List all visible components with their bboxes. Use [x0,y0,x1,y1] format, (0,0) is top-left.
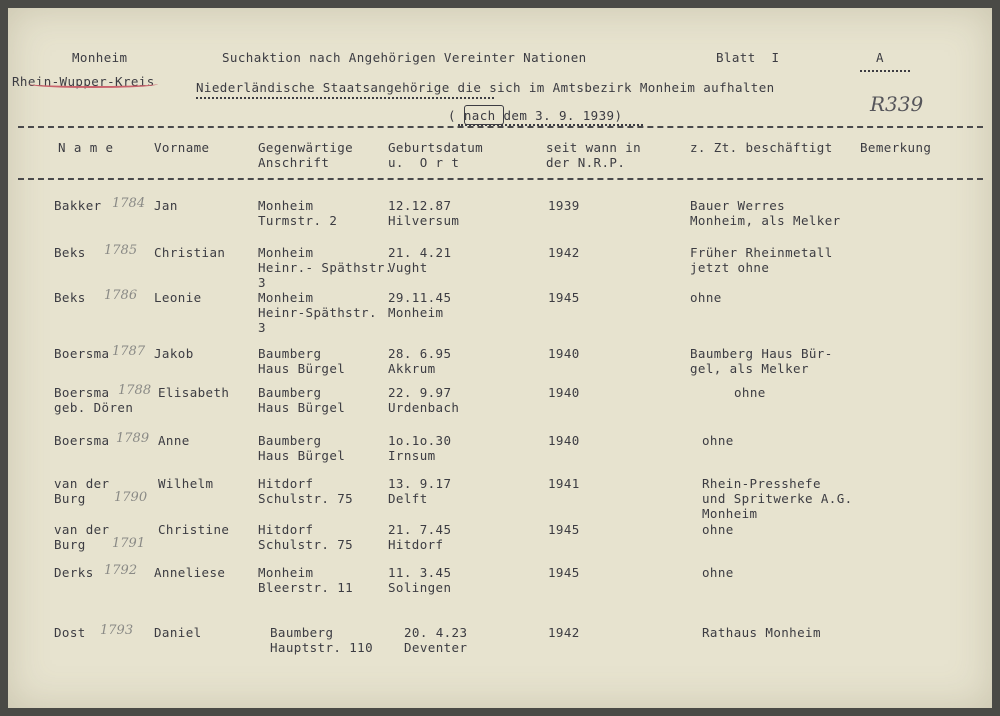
row-name: van der Burg [54,476,110,506]
row-seit: 1940 [548,385,580,400]
district-label: Rhein-Wupper-Kreis [12,74,155,89]
sheet-label: Blatt I [716,50,780,65]
row-number: 1793 [100,623,134,638]
row-vorname: Anne [158,433,190,448]
row-geburt: 12.12.87 Hilversum [388,198,460,228]
row-geburt: 21. 4.21 Vught [388,245,452,275]
row-vorname: Anneliese [154,565,226,580]
handwritten-reference: R339 [870,92,924,116]
col-vorname: Vorname [154,140,210,155]
row-geburt: 11. 3.45 Solingen [388,565,452,595]
row-name: Beks [54,245,86,260]
row-vorname: Daniel [154,625,202,640]
row-seit: 1939 [548,198,580,213]
row-anschrift: Hitdorf Schulstr. 75 [258,476,354,506]
period-label: ( nach dem 3. 9. 1939) [448,108,623,123]
row-geburt: 13. 9.17 Delft [388,476,452,506]
row-geburt: 29.11.45 Monheim [388,290,452,320]
row-seit: 1940 [548,433,580,448]
row-number: 1792 [104,563,138,578]
document-page [8,8,992,708]
row-geburt: 21. 7.45 Hitdorf [388,522,452,552]
row-beschaeftigt: ohne [702,522,734,537]
row-name: Boersma [54,433,110,448]
subtitle-underline [196,97,494,99]
row-number: 1785 [104,243,138,258]
place-label: Monheim [72,50,128,65]
row-geburt: 1o.1o.30 Irnsum [388,433,452,463]
row-beschaeftigt: ohne [702,565,734,580]
col-anschrift: Gegenwärtige Anschrift [258,140,354,170]
period-box [464,105,504,125]
row-beschaeftigt: ohne [690,290,722,305]
row-beschaeftigt: Rathaus Monheim [702,625,821,640]
row-seit: 1942 [548,245,580,260]
row-name: Beks [54,290,86,305]
row-anschrift: Monheim Heinr.- Späthstr. 3 [258,245,393,290]
header-rule [18,178,983,180]
col-bemerkung: Bemerkung [860,140,932,155]
row-name: Boersma geb. Dören [54,385,134,415]
col-beschaeftigt: z. Zt. beschäftigt [690,140,833,155]
row-anschrift: Baumberg Hauptstr. 110 [270,625,374,655]
row-anschrift: Baumberg Haus Bürgel [258,385,346,415]
row-vorname: Wilhelm [158,476,214,491]
row-seit: 1945 [548,290,580,305]
row-beschaeftigt: ohne [702,433,734,448]
row-geburt: 20. 4.23 Deventer [404,625,468,655]
row-name: Bakker [54,198,102,213]
row-number: 1787 [112,344,146,359]
row-seit: 1941 [548,476,580,491]
row-number: 1788 [118,383,152,398]
row-beschaeftigt: Baumberg Haus Bür- gel, als Melker [690,346,833,376]
sheet-letter-underline [860,70,910,72]
row-anschrift: Baumberg Haus Bürgel [258,433,346,463]
row-name: van der Burg [54,522,110,552]
row-vorname: Christian [154,245,226,260]
sheet-letter: A [876,50,884,65]
row-seit: 1945 [548,522,580,537]
col-geburt: Geburtsdatum u. O r t [388,140,484,170]
row-vorname: Elisabeth [158,385,230,400]
row-seit: 1945 [548,565,580,580]
row-number: 1791 [112,536,146,551]
document-subtitle: Niederländische Staatsangehörige die sich im Amtsbezirk Monheim aufhalten [196,80,775,95]
row-number: 1786 [104,288,138,303]
red-underline [28,80,158,88]
row-beschaeftigt: Früher Rheinmetall jetzt ohne [690,245,833,275]
document-title: Suchaktion nach Angehörigen Vereinter Nationen [222,50,587,65]
row-seit: 1940 [548,346,580,361]
row-name: Boersma [54,346,110,361]
row-number: 1784 [112,196,146,211]
row-beschaeftigt: Rhein-Presshefe und Spritwerke A.G. Monheim [702,476,853,521]
row-name: Dost [54,625,86,640]
row-anschrift: Monheim Bleerstr. 11 [258,565,354,595]
col-name: N a m e [58,140,114,155]
row-vorname: Leonie [154,290,202,305]
row-vorname: Jakob [154,346,194,361]
row-geburt: 22. 9.97 Urdenbach [388,385,460,415]
col-seit: seit wann in der N.R.P. [546,140,642,170]
row-number: 1790 [114,490,148,505]
row-anschrift: Hitdorf Schulstr. 75 [258,522,354,552]
row-beschaeftigt: Bauer Werres Monheim, als Melker [690,198,841,228]
row-anschrift: Monheim Heinr-Späthstr. 3 [258,290,377,335]
row-beschaeftigt: ohne [734,385,766,400]
row-vorname: Christine [158,522,230,537]
table-row [8,625,992,695]
row-vorname: Jan [154,198,178,213]
row-geburt: 28. 6.95 Akkrum [388,346,452,376]
top-rule [18,126,983,128]
row-seit: 1942 [548,625,580,640]
row-anschrift: Monheim Turmstr. 2 [258,198,338,228]
row-number: 1789 [116,431,150,446]
row-anschrift: Baumberg Haus Bürgel [258,346,346,376]
row-name: Derks [54,565,94,580]
